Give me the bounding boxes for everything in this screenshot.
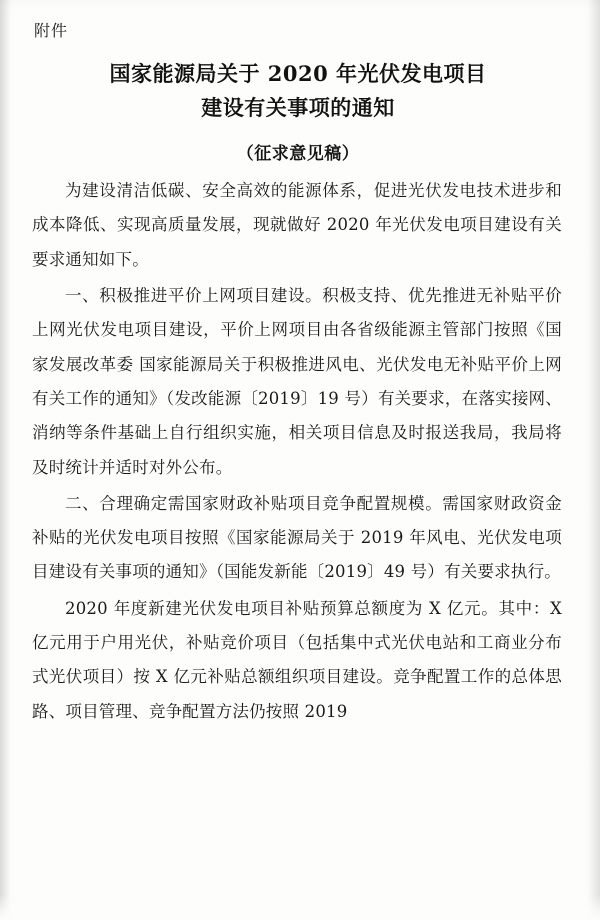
page-edge-shadow-right xyxy=(588,0,600,920)
page-title-line-2: 建设有关事项的通知 xyxy=(201,95,395,121)
paragraph-3: 二、合理确定需国家财政补贴项目竞争配置规模。需国家财政资金补贴的光伏发电项目按照《国家能源局关于 2019 年风电、光伏发电项目建设有关事项的通知》（国能发新能〔2019〕49 号）有关要求执行。 xyxy=(32,493,562,582)
page-title-line-1: 国家能源局关于 2020 年光伏发电项目 xyxy=(109,61,487,86)
page-edge-shadow-left xyxy=(0,0,10,920)
paragraph-2: 一、积极推进平价上网项目建设。积极支持、优先推进无补贴平价上网光伏发电项目建设，平价上网项目由各省级能源主管部门按照《国家发展改革委 国家能源局关于积极推进风电、光伏发电无补贴平价上网有关工作的通知》（发改能源〔2019〕19 号）有关要求，在落实接网、消纳等条件基础上自行组织实施，相关项目信息及时报送我局，我局将及时统计并适时对外公布。 xyxy=(32,285,562,477)
attachment-label: 附件 xyxy=(34,21,69,40)
document-body xyxy=(30,174,566,729)
paragraph-1: 为建设清洁低碳、安全高效的能源体系，促进光伏发电技术进步和成本降低、实现高质量发展，现就做好 2020 年光伏发电项目建设有关要求通知如下。 xyxy=(32,181,562,269)
page-title xyxy=(30,57,566,125)
page-subtitle: （征求意见稿） xyxy=(236,144,360,165)
paragraph-4: 2020 年度新建光伏发电项目补贴预算总额度为 X 亿元。其中：X 亿元用于户用光伏，补贴竞价项目（包括集中式光伏电站和工商业分布式光伏项目）按 X 亿元补贴总额组织项目建设。竞争配置工作的总体思路、项目管理、竞争配置方法仍按照 2019 xyxy=(32,598,562,721)
page-bottom-fade xyxy=(0,894,600,920)
